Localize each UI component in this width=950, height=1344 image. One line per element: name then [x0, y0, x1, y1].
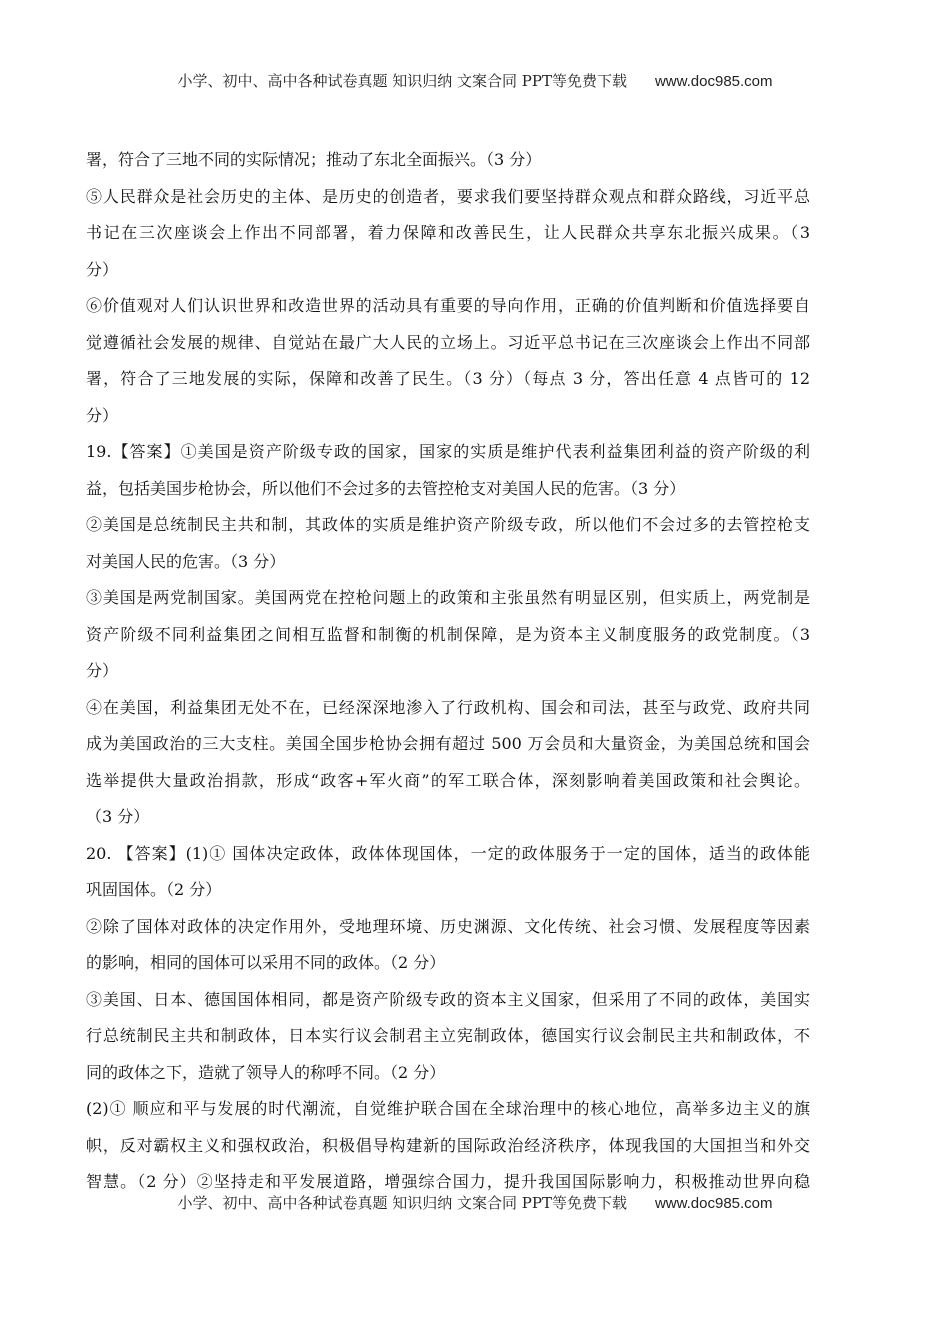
text-line: （3 分） [86, 807, 150, 826]
text-line: ④在美国，利益集团无处不在，已经深深地渗入了行政机构、国会和司法，甚至与政党、政府共同 [86, 697, 810, 717]
text-line: 智慧。（2 分）②坚持走和平发展道路，增强综合国力，提升我国国际影响力，积极推动世界向稳 [86, 1172, 810, 1191]
text-line: 益，包括美国步枪协会，所以他们不会过多的去管控枪支对美国人民的危害。（3 分） [86, 478, 686, 498]
text-line: 资产阶级不同利益集团之间相互监督和制衡的机制保障，是为资本主义制度服务的政党制度。（3 [86, 624, 810, 644]
text-line: ②美国是总统制民主共和制，其政体的实质是维护资产阶级专政，所以他们不会过多的去管控枪支 [86, 515, 810, 534]
header-site-link[interactable]: www.doc985.com [654, 73, 773, 90]
text-line: 行总统制民主共和制政体，日本实行议会制君主立宪制政体，德国实行议会制民主共和制政体，不 [86, 1026, 810, 1045]
text-line: ③美国是两党制国家。美国两党在控枪问题上的政策和主张虽然有明显区别，但实质上，两党制是 [86, 588, 810, 607]
page-footer [0, 1192, 950, 1213]
text-line: 同的政体之下，造就了领导人的称呼不同。（2 分） [86, 1062, 446, 1082]
text-line: 觉遵循社会发展的规律、自觉站在最广大人民的立场上。习近平总书记在三次座谈会上作出不同部 [86, 332, 810, 352]
text-line: 分） [86, 259, 119, 279]
page-header [0, 70, 950, 91]
answer-body [86, 142, 810, 1201]
text-line: 对美国人民的危害。（3 分） [86, 551, 286, 571]
text-line: (2)① 顺应和平与发展的时代潮流，自觉维护联合国在全球治理中的核心地位，高举多边主义的旗 [86, 1099, 810, 1118]
text-line: 成为美国政治的三大支柱。美国全国步枪协会拥有超过 500 万会员和大量资金，为美国总统和国会 [86, 734, 810, 753]
text-line: 的影响，相同的国体可以采用不同的政体。（2 分） [86, 953, 446, 972]
footer-text: 小学、初中、高中各种试卷真题 知识归纳 文案合同 PPT等免费下载 [177, 1194, 627, 1212]
text-line: ⑤人民群众是社会历史的主体、是历史的创造者，要求我们要坚持群众观点和群众路线，习近平总 [86, 186, 810, 206]
header-text: 小学、初中、高中各种试卷真题 知识归纳 文案合同 PPT等免费下载 [177, 72, 627, 90]
text-line: ③美国、日本、德国国体相同，都是资产阶级专政的资本主义国家，但采用了不同的政体，美国实 [86, 989, 810, 1009]
text-line: 19.【答案】①美国是资产阶级专政的国家，国家的实质是维护代表利益集团利益的资产阶级的利 [86, 442, 810, 461]
text-line: 帜，反对霸权主义和强权政治，积极倡导构建新的国际政治经济秩序，体现我国的大国担当和外交 [86, 1135, 810, 1155]
text-line: 书记在三次座谈会上作出不同部署，着力保障和改善民生，让人民群众共享东北振兴成果。（3 [86, 223, 810, 242]
text-line: 分） [86, 405, 119, 425]
text-line: 分） [86, 661, 119, 680]
text-line: ②除了国体对政体的决定作用外，受地理环境、历史渊源、文化传统、社会习惯、发展程度等因素 [86, 916, 810, 936]
footer-site-link[interactable]: www.doc985.com [654, 1195, 773, 1212]
text-line: 署，符合了三地不同的实际情况；推动了东北全面振兴。（3 分） [86, 150, 542, 169]
text-line: 20. 【答案】(1)① 国体决定政体，政体体现国体，一定的政体服务于一定的国体，适当的政体能 [86, 843, 810, 863]
text-line: 巩固国体。（2 分） [86, 880, 222, 899]
text-line: ⑥价值观对人们认识世界和改造世界的活动具有重要的导向作用，正确的价值判断和价值选择要自 [86, 296, 810, 315]
text-line: 署，符合了三地发展的实际，保障和改善了民生。（3 分）（每点 3 分，答出任意 4 点皆可的 12 [86, 369, 810, 388]
text-line: 选举提供大量政治捐款，形成“政客+军火商”的军工联合体，深刻影响着美国政策和社会舆论。 [86, 770, 810, 790]
